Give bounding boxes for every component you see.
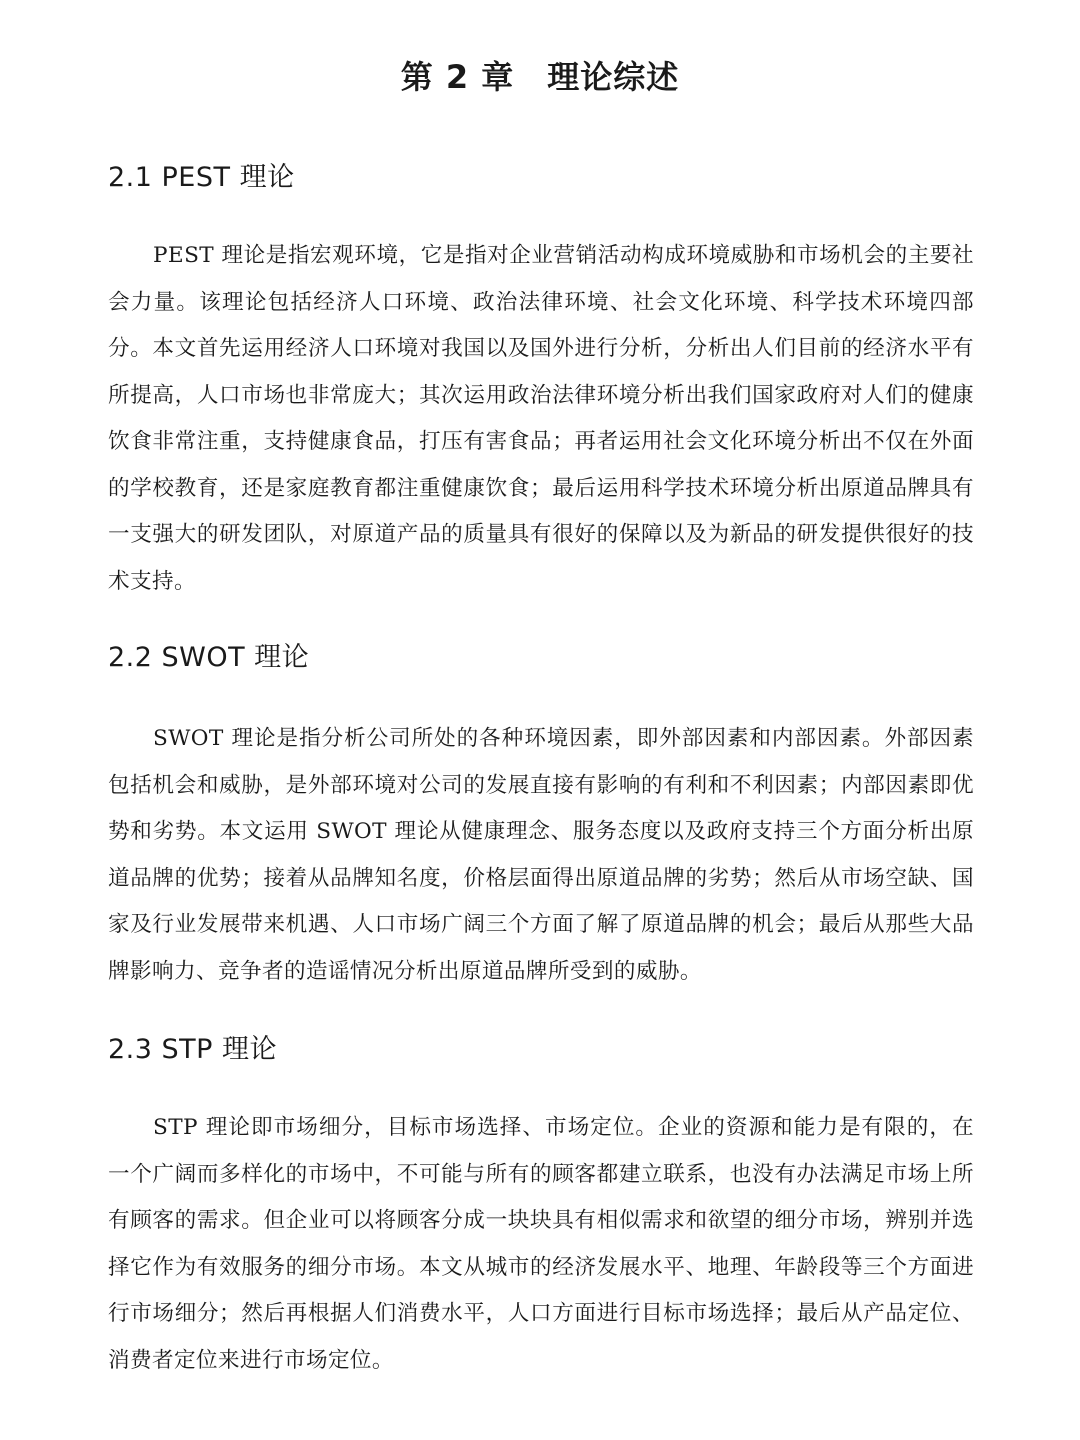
section-body-swot: SWOT 理论是指分析公司所处的各种环境因素，即外部因素和内部因素。外部因素包括机会和威胁，是外部环境对公司的发展直接有影响的有利和不利因素；内部因素即优势和劣势。本文运用 SWOT 理论从健康理念、服务态度以及政府支持三个方面分析出原道品牌的优势；接着从品牌知名度，价格层面得出原道品牌的劣势；然后从市场空缺、国家及行业发展带来机遇、人口市场广阔三个方面了解了原道品牌的机会；最后从那些大品牌影响力、竞争者的造谣情况分析出原道品牌所受到的威胁。 <box>108 726 974 984</box>
section-heading-stp: 2.3 STP 理论 <box>108 1034 278 1065</box>
section-heading-pest: 2.1 PEST 理论 <box>108 162 295 193</box>
section-body-stp: STP 理论即市场细分，目标市场选择、市场定位。企业的资源和能力是有限的，在一个广阔而多样化的市场中，不可能与所有的顾客都建立联系，也没有办法满足市场上所有顾客的需求。但企业可以将顾客分成一块块具有相似需求和欲望的细分市场，辨别并选择它作为有效服务的细分市场。本文从城市的经济发展水平、地理、年龄段等三个方面进行市场细分；然后再根据人们消费水平，人口方面进行目标市场选择；最后从产品定位、消费者定位来进行市场定位。 <box>108 1115 974 1373</box>
chapter-title: 第 2 章 理论综述 <box>400 58 680 96</box>
section-heading-swot: 2.2 SWOT 理论 <box>108 642 310 673</box>
section-body-pest: PEST 理论是指宏观环境，它是指对企业营销活动构成环境威胁和市场机会的主要社会力量。该理论包括经济人口环境、政治法律环境、社会文化环境、科学技术环境四部分。本文首先运用经济人口环境对我国以及国外进行分析，分析出人们目前的经济水平有所提高，人口市场也非常庞大；其次运用政治法律环境分析出我们国家政府对人们的健康饮食非常注重，支持健康食品，打压有害食品；再者运用社会文化环境分析出不仅在外面的学校教育，还是家庭教育都注重健康饮食；最后运用科学技术环境分析出原道品牌具有一支强大的研发团队，对原道产品的质量具有很好的保障以及为新品的研发提供很好的技术支持。 <box>108 243 974 594</box>
